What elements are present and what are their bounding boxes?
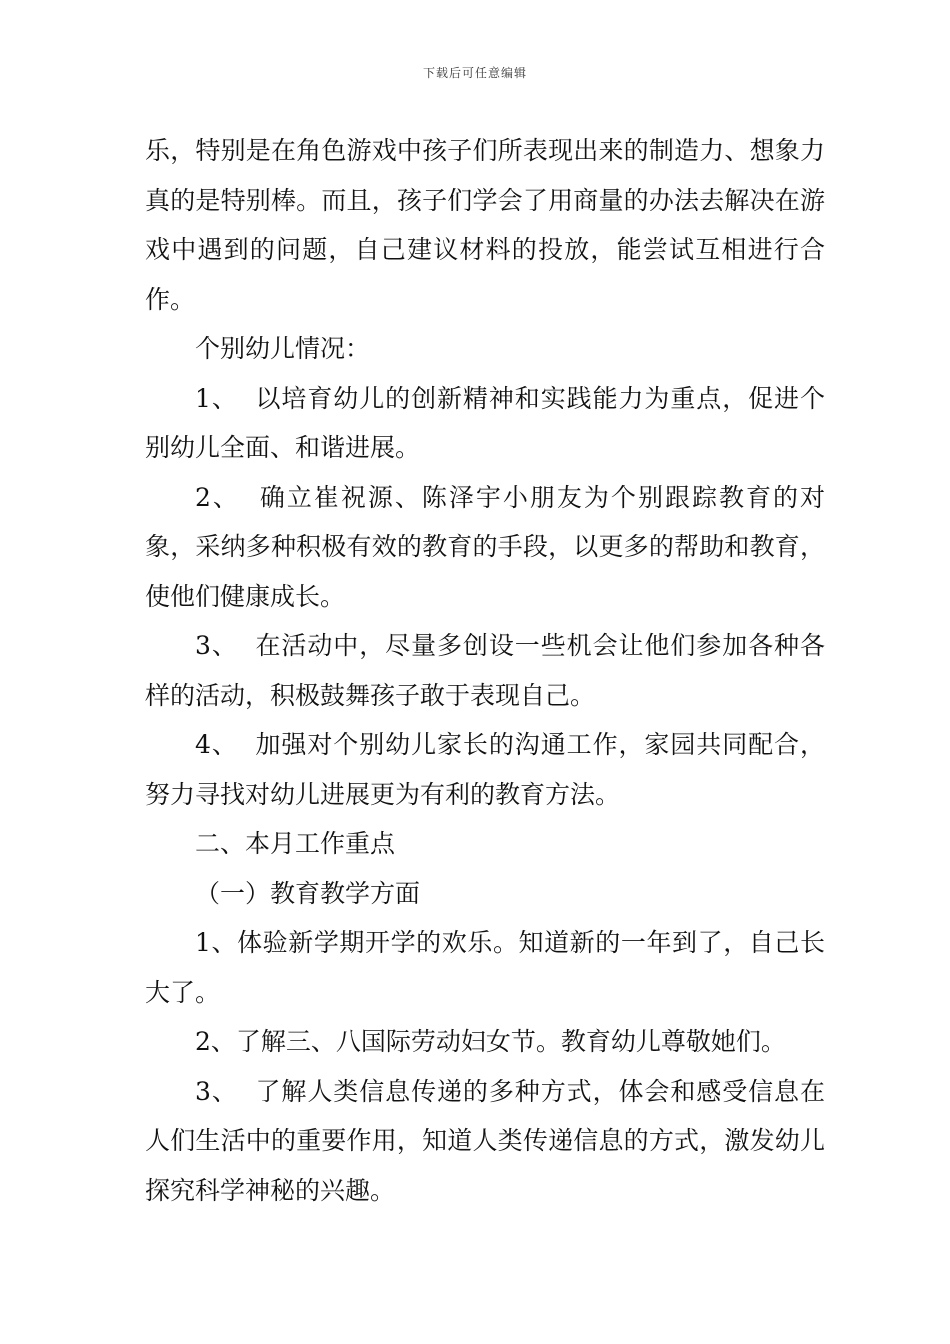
paragraph-item-4: 4、 加强对个别幼儿家长的沟通工作，家园共同配合，努力寻找对幼儿进展更为有利的教育方法。	[145, 730, 825, 809]
section-heading-monthly-focus: 二、本月工作重点	[195, 829, 396, 858]
paragraph-continuation: 乐，特别是在角色游戏中孩子们所表现出来的制造力、想象力真的是特别棒。而且，孩子们学会了用商量的办法去解决在游戏中遇到的问题，自己建议材料的投放，能尝试互相进行合作。	[145, 136, 825, 314]
subsection-heading-teaching: （一）教育教学方面	[195, 878, 421, 908]
page-header: 下载后可任意编辑	[422, 66, 527, 80]
paragraph-item-3: 3、 在活动中，尽量多创设一些机会让他们参加各种各样的活动，积极鼓舞孩子敢于表现自己。	[145, 631, 825, 710]
paragraph-teaching-item-1: 1、体验新学期开学的欢乐。知道新的一年到了，自己长大了。	[145, 928, 825, 1007]
document-body	[145, 126, 825, 1215]
paragraph-individual-children-heading: 个别幼儿情况：	[195, 334, 371, 363]
paragraph-teaching-item-2: 2、了解三、八国际劳动妇女节。教育幼儿尊敬她们。	[195, 1027, 786, 1056]
paragraph-item-1: 1、 以培育幼儿的创新精神和实践能力为重点，促进个别幼儿全面、和谐进展。	[145, 383, 825, 462]
paragraph-item-2: 2、 确立崔祝源、陈泽宇小朋友为个别跟踪教育的对象，采纳多种积极有效的教育的手段，以更多的帮助和教育，使他们健康成长。	[145, 482, 825, 611]
paragraph-teaching-item-3: 3、 了解人类信息传递的多种方式，体会和感受信息在人们生活中的重要作用，知道人类传递信息的方式，激发幼儿探究科学神秘的兴趣。	[145, 1076, 825, 1205]
